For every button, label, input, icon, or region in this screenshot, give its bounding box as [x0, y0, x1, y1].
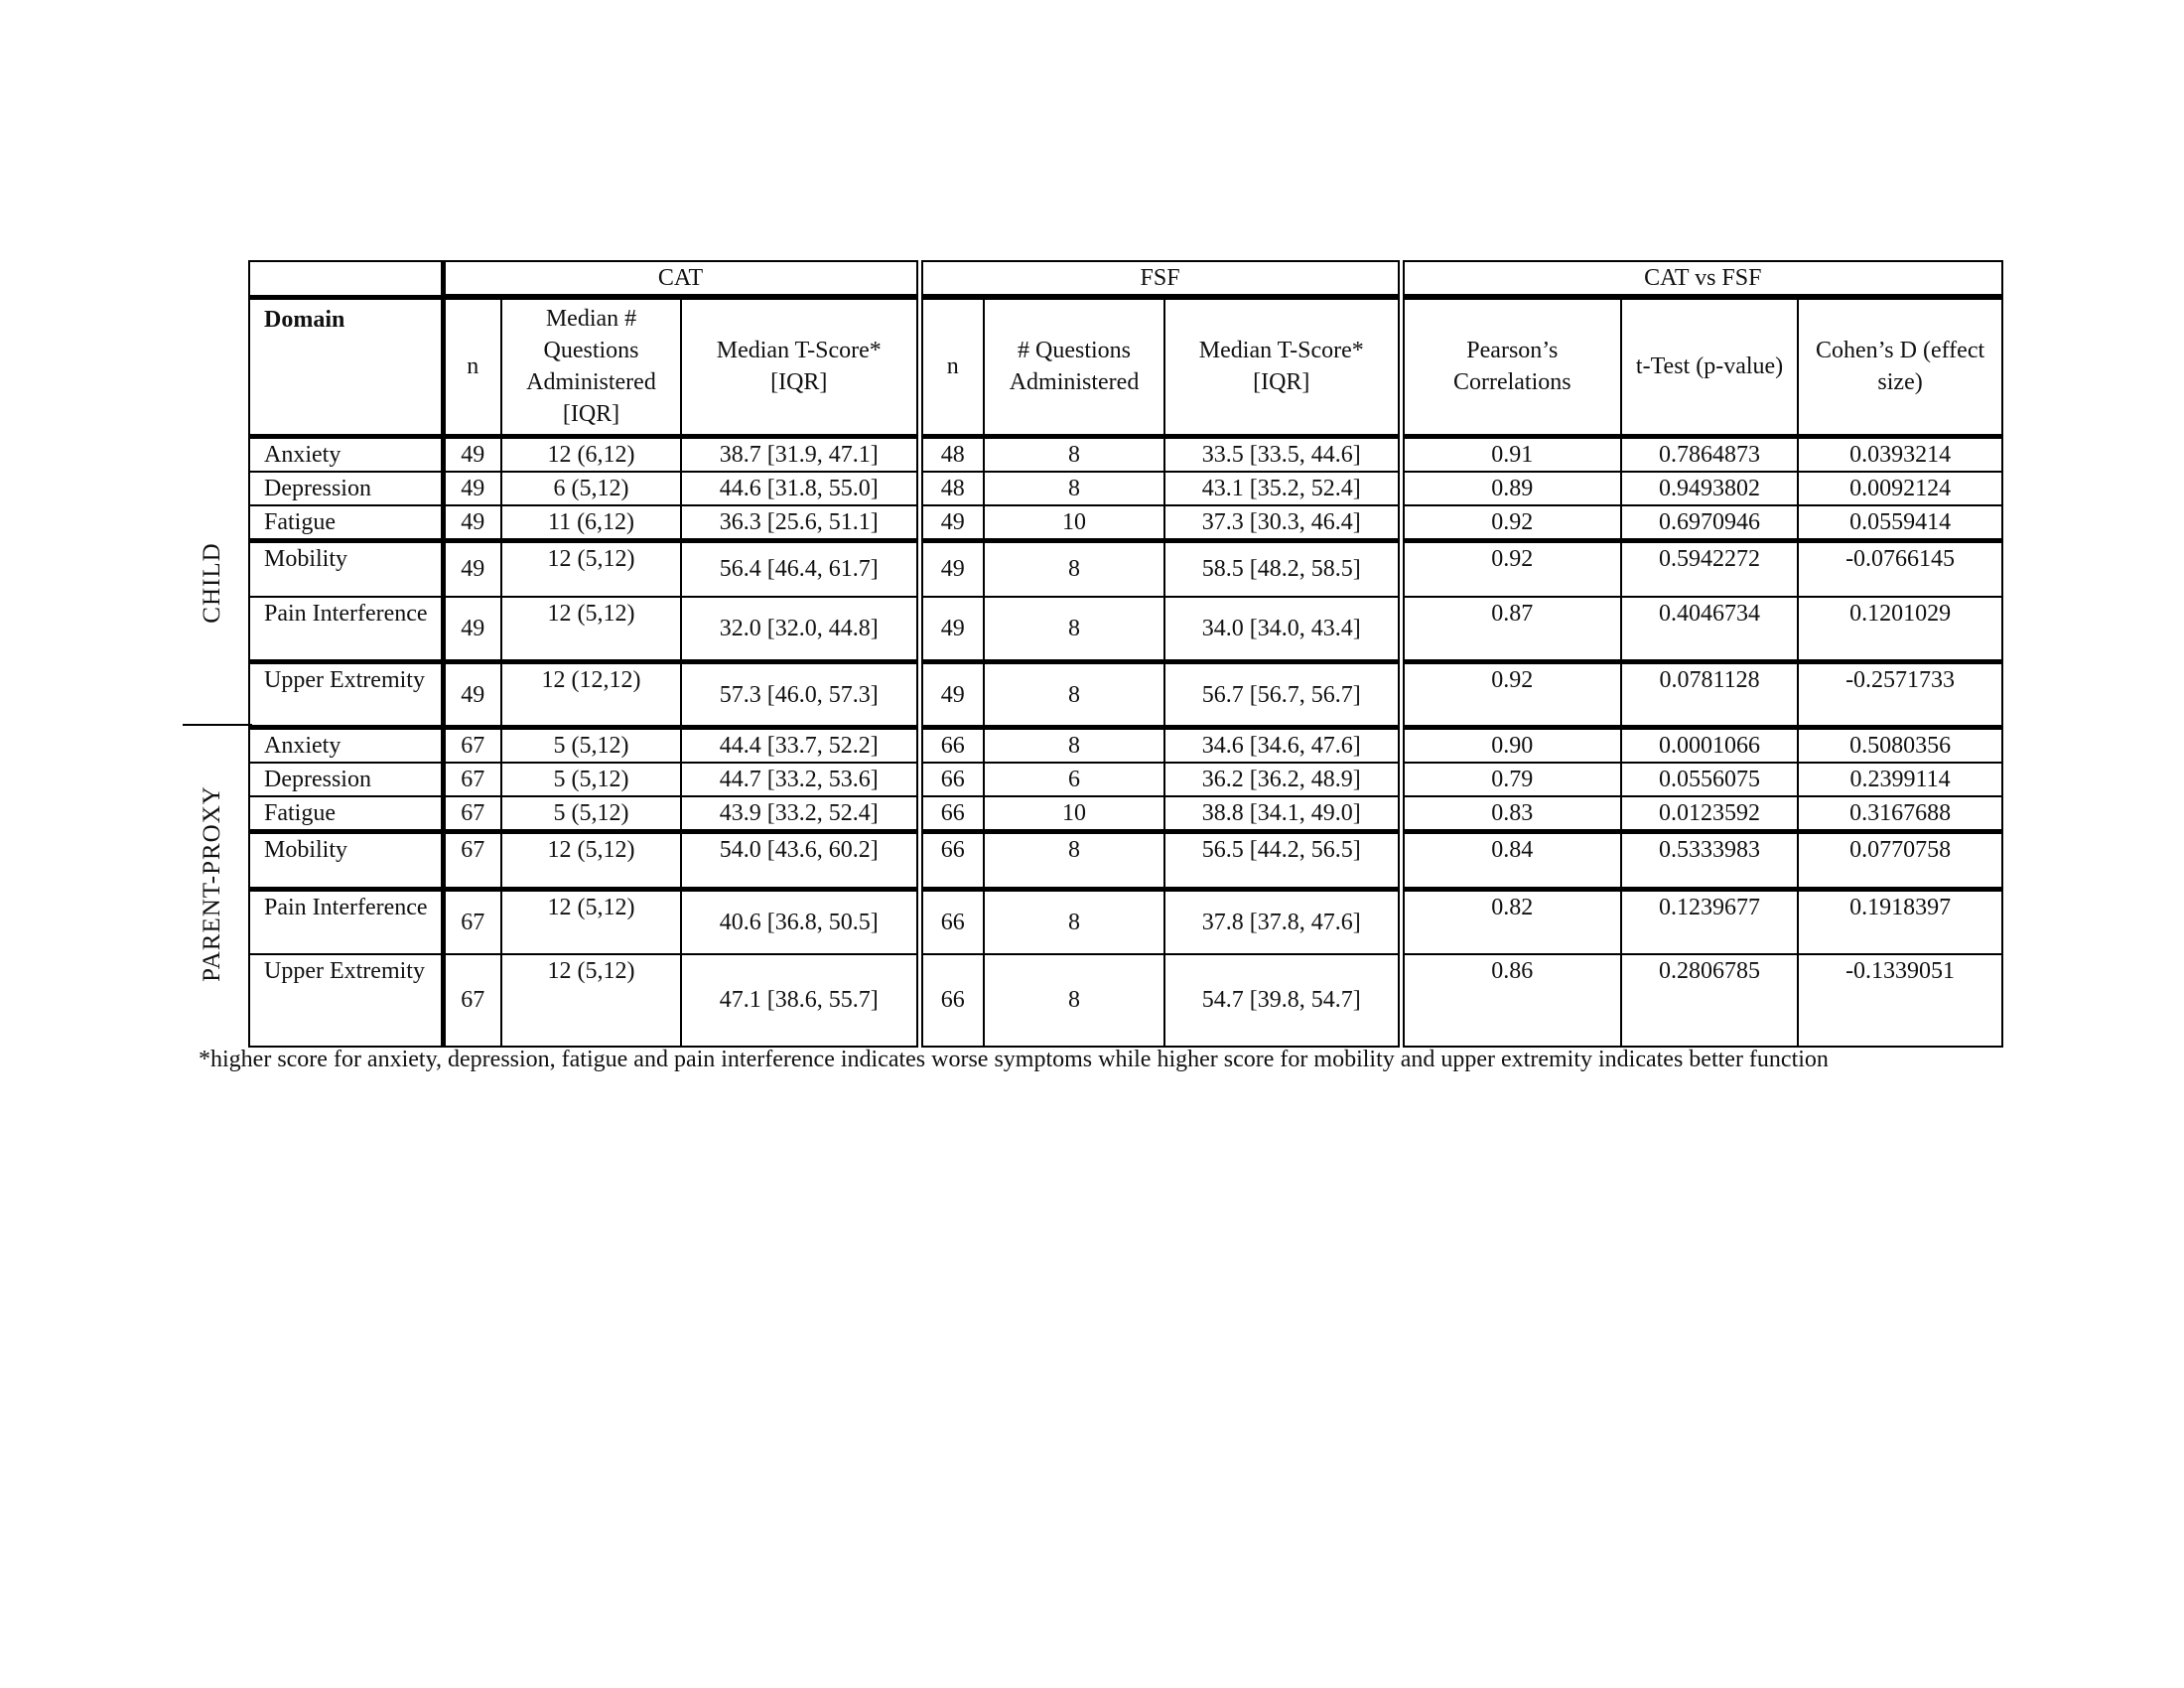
table-row: [249, 436, 2002, 472]
table-row: [249, 597, 2002, 662]
cell-cat-n: 67: [443, 832, 501, 890]
cell-cohen: 0.0393214: [1798, 436, 2002, 472]
cell-ttest: 0.1239677: [1621, 890, 1798, 954]
cell-cohen: -0.1339051: [1798, 954, 2002, 1047]
cell-cat-t: 32.0 [32.0, 44.8]: [681, 597, 919, 662]
header-fsf-questions: # Questions Administered: [984, 297, 1164, 436]
table-row: [249, 662, 2002, 728]
cell-cat-t: 36.3 [25.6, 51.1]: [681, 505, 919, 541]
cell-pearson: 0.92: [1401, 662, 1621, 728]
cell-cat-q: 5 (5,12): [501, 796, 681, 832]
cell-domain: Anxiety: [249, 728, 443, 764]
header-fsf: FSF: [919, 261, 1401, 297]
cell-domain: Upper Extremity: [249, 954, 443, 1047]
cell-fsf-n: 49: [919, 662, 984, 728]
cell-fsf-q: 8: [984, 541, 1164, 597]
cell-fsf-n: 49: [919, 505, 984, 541]
cell-fsf-q: 10: [984, 505, 1164, 541]
cell-ttest: 0.9493802: [1621, 472, 1798, 505]
cell-cat-t: 56.4 [46.4, 61.7]: [681, 541, 919, 597]
cell-ttest: 0.4046734: [1621, 597, 1798, 662]
cell-fsf-q: 8: [984, 662, 1164, 728]
cell-fsf-q: 8: [984, 954, 1164, 1047]
group-label-parent-proxy: PARENT-PROXY: [199, 785, 225, 982]
cell-cohen: 0.0770758: [1798, 832, 2002, 890]
header-domain: Domain: [249, 297, 443, 436]
cell-cat-n: 49: [443, 436, 501, 472]
cell-cat-n: 49: [443, 505, 501, 541]
cell-fsf-n: 66: [919, 954, 984, 1047]
cell-cat-q: 5 (5,12): [501, 728, 681, 764]
cell-cat-n: 49: [443, 597, 501, 662]
results-table: [248, 260, 2003, 1048]
cell-cat-t: 44.4 [33.7, 52.2]: [681, 728, 919, 764]
cell-pearson: 0.92: [1401, 505, 1621, 541]
cell-domain: Fatigue: [249, 505, 443, 541]
header-cat-n: n: [443, 297, 501, 436]
cell-fsf-q: 8: [984, 436, 1164, 472]
cell-cohen: 0.1918397: [1798, 890, 2002, 954]
cell-domain: Depression: [249, 472, 443, 505]
cell-cat-t: 38.7 [31.9, 47.1]: [681, 436, 919, 472]
cell-fsf-q: 8: [984, 597, 1164, 662]
cell-domain: Upper Extremity: [249, 662, 443, 728]
cell-fsf-q: 8: [984, 472, 1164, 505]
cell-pearson: 0.87: [1401, 597, 1621, 662]
cell-cohen: -0.2571733: [1798, 662, 2002, 728]
cell-fsf-n: 49: [919, 597, 984, 662]
cell-domain: Fatigue: [249, 796, 443, 832]
cell-ttest: 0.6970946: [1621, 505, 1798, 541]
cell-ttest: 0.0001066: [1621, 728, 1798, 764]
cell-fsf-t: 56.5 [44.2, 56.5]: [1164, 832, 1401, 890]
cell-pearson: 0.92: [1401, 541, 1621, 597]
cell-pearson: 0.91: [1401, 436, 1621, 472]
cell-ttest: 0.5333983: [1621, 832, 1798, 890]
cell-cat-n: 67: [443, 954, 501, 1047]
cell-cat-n: 49: [443, 541, 501, 597]
cell-cohen: -0.0766145: [1798, 541, 2002, 597]
cell-fsf-n: 49: [919, 541, 984, 597]
header-group-row: [249, 261, 2002, 297]
cell-cohen: 0.0559414: [1798, 505, 2002, 541]
header-column-row: [249, 297, 2002, 436]
cell-fsf-q: 8: [984, 832, 1164, 890]
cell-cohen: 0.0092124: [1798, 472, 2002, 505]
table-row: [249, 472, 2002, 505]
cell-domain: Anxiety: [249, 436, 443, 472]
cell-fsf-q: 8: [984, 728, 1164, 764]
cell-pearson: 0.90: [1401, 728, 1621, 764]
cell-fsf-t: 56.7 [56.7, 56.7]: [1164, 662, 1401, 728]
cell-fsf-n: 66: [919, 763, 984, 796]
cell-fsf-n: 66: [919, 832, 984, 890]
cell-ttest: 0.0781128: [1621, 662, 1798, 728]
cell-fsf-n: 66: [919, 890, 984, 954]
cell-fsf-n: 66: [919, 796, 984, 832]
header-fsf-tscore: Median T-Score* [IQR]: [1164, 297, 1401, 436]
cell-domain: Depression: [249, 763, 443, 796]
header-cat-tscore: Median T-Score* [IQR]: [681, 297, 919, 436]
cell-ttest: 0.7864873: [1621, 436, 1798, 472]
cell-cohen: 0.2399114: [1798, 763, 2002, 796]
cell-fsf-t: 36.2 [36.2, 48.9]: [1164, 763, 1401, 796]
cell-cat-n: 49: [443, 472, 501, 505]
header-pearson: Pearson’s Correlations: [1401, 297, 1621, 436]
cell-fsf-n: 48: [919, 472, 984, 505]
cell-cat-q: 12 (5,12): [501, 954, 681, 1047]
table-row: [249, 541, 2002, 597]
header-cat: CAT: [443, 261, 919, 297]
cell-fsf-t: 33.5 [33.5, 44.6]: [1164, 436, 1401, 472]
cell-cat-q: 12 (5,12): [501, 832, 681, 890]
cell-cat-q: 12 (12,12): [501, 662, 681, 728]
cell-fsf-t: 38.8 [34.1, 49.0]: [1164, 796, 1401, 832]
header-blank: [249, 261, 443, 297]
cell-cat-t: 44.6 [31.8, 55.0]: [681, 472, 919, 505]
cell-fsf-n: 66: [919, 728, 984, 764]
cell-cat-t: 43.9 [33.2, 52.4]: [681, 796, 919, 832]
table-row: [249, 832, 2002, 890]
table-row: [249, 796, 2002, 832]
cell-pearson: 0.86: [1401, 954, 1621, 1047]
cell-pearson: 0.84: [1401, 832, 1621, 890]
group-divider: [183, 724, 252, 726]
cell-cat-n: 67: [443, 728, 501, 764]
cell-fsf-q: 8: [984, 890, 1164, 954]
cell-cat-n: 67: [443, 890, 501, 954]
cell-cat-n: 67: [443, 796, 501, 832]
cell-pearson: 0.79: [1401, 763, 1621, 796]
cell-pearson: 0.82: [1401, 890, 1621, 954]
cell-cat-q: 11 (6,12): [501, 505, 681, 541]
cell-ttest: 0.5942272: [1621, 541, 1798, 597]
cell-cat-t: 54.0 [43.6, 60.2]: [681, 832, 919, 890]
header-cohen: Cohen’s D (effect size): [1798, 297, 2002, 436]
cell-cat-n: 49: [443, 662, 501, 728]
cell-ttest: 0.2806785: [1621, 954, 1798, 1047]
cell-cat-t: 47.1 [38.6, 55.7]: [681, 954, 919, 1047]
table-row: [249, 505, 2002, 541]
cell-fsf-q: 6: [984, 763, 1164, 796]
cell-domain: Pain Interference: [249, 890, 443, 954]
cell-cat-q: 12 (5,12): [501, 890, 681, 954]
cell-fsf-n: 48: [919, 436, 984, 472]
table-row: [249, 728, 2002, 764]
cell-fsf-t: 43.1 [35.2, 52.4]: [1164, 472, 1401, 505]
header-ttest: t-Test (p-value): [1621, 297, 1798, 436]
cell-cat-t: 44.7 [33.2, 53.6]: [681, 763, 919, 796]
header-cat-vs-fsf: CAT vs FSF: [1401, 261, 2002, 297]
cell-ttest: 0.0123592: [1621, 796, 1798, 832]
cell-cohen: 0.5080356: [1798, 728, 2002, 764]
cell-cat-t: 40.6 [36.8, 50.5]: [681, 890, 919, 954]
cell-pearson: 0.89: [1401, 472, 1621, 505]
cell-cat-q: 12 (5,12): [501, 541, 681, 597]
cell-cat-n: 67: [443, 763, 501, 796]
cell-fsf-t: 34.0 [34.0, 43.4]: [1164, 597, 1401, 662]
cell-cat-t: 57.3 [46.0, 57.3]: [681, 662, 919, 728]
cell-fsf-t: 34.6 [34.6, 47.6]: [1164, 728, 1401, 764]
cell-fsf-t: 37.8 [37.8, 47.6]: [1164, 890, 1401, 954]
cell-cat-q: 12 (6,12): [501, 436, 681, 472]
cell-ttest: 0.0556075: [1621, 763, 1798, 796]
cell-fsf-t: 37.3 [30.3, 46.4]: [1164, 505, 1401, 541]
table-row: [249, 954, 2002, 1047]
cell-pearson: 0.83: [1401, 796, 1621, 832]
table-row: [249, 890, 2002, 954]
cell-fsf-t: 58.5 [48.2, 58.5]: [1164, 541, 1401, 597]
header-fsf-n: n: [919, 297, 984, 436]
cell-fsf-t: 54.7 [39.8, 54.7]: [1164, 954, 1401, 1047]
cell-cat-q: 6 (5,12): [501, 472, 681, 505]
table-row: [249, 763, 2002, 796]
cell-cohen: 0.1201029: [1798, 597, 2002, 662]
cell-cat-q: 5 (5,12): [501, 763, 681, 796]
cell-fsf-q: 10: [984, 796, 1164, 832]
group-label-child: CHILD: [199, 542, 225, 624]
cell-domain: Mobility: [249, 541, 443, 597]
header-cat-questions: Median # Questions Administered [IQR]: [501, 297, 681, 436]
cell-domain: Mobility: [249, 832, 443, 890]
cell-domain: Pain Interference: [249, 597, 443, 662]
cell-cat-q: 12 (5,12): [501, 597, 681, 662]
cell-cohen: 0.3167688: [1798, 796, 2002, 832]
footnote: *higher score for anxiety, depression, fatigue and pain interference indicates worse symptoms while higher score for mobility and upper extremity indicates better function: [199, 1047, 1829, 1072]
